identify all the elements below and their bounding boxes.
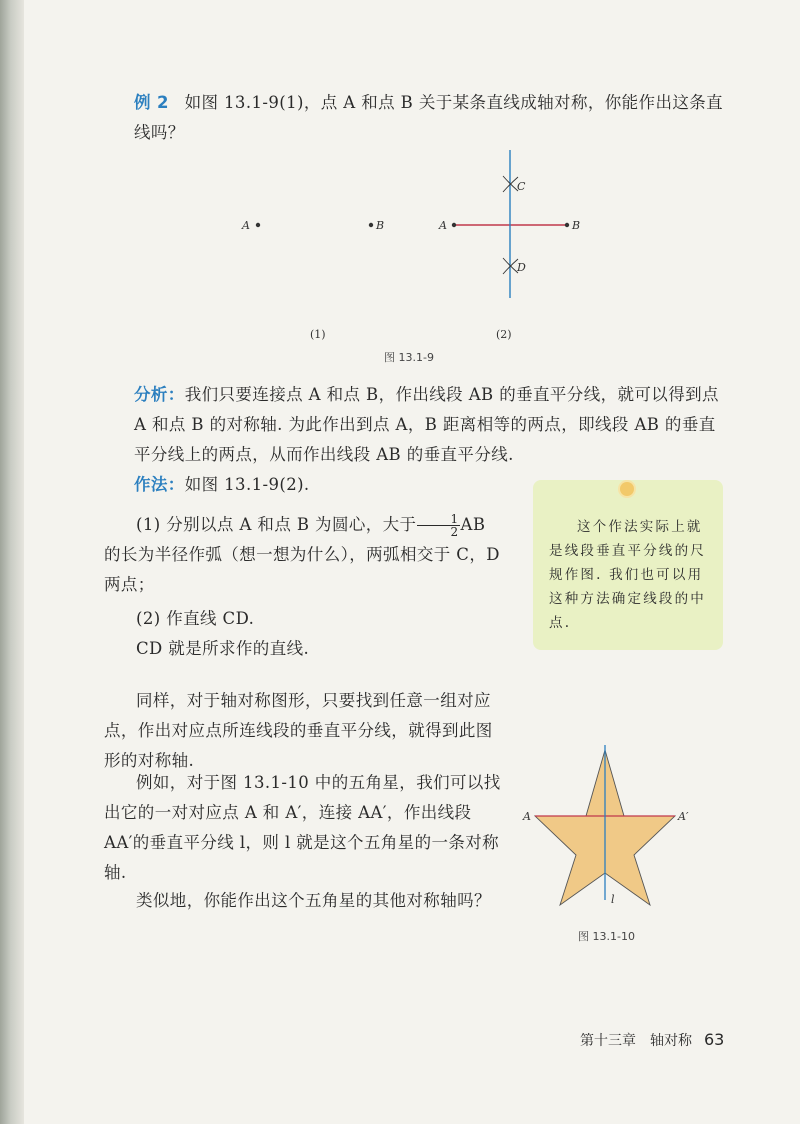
step1-pre: (1) 分别以点 A 和点 B 为圆心，大于 [136, 515, 417, 534]
fig2-label-a: A [439, 219, 447, 232]
analysis-text: 我们只要连接点 A 和点 B，作出线段 AB 的垂直平分线，就可以得到点 A 和点 B 的对称轴. 为此作出到点 A，B 距离相等的两点，即线段 AB 的垂直平分线上的两点，从而作出线段 AB 的垂直平分线. [134, 385, 719, 464]
fig2-point-a [452, 223, 456, 227]
fig1-point-a [256, 223, 260, 227]
step1-post: AB 的长为半径作弧（想一想为什么），两弧相交于 C，D 两点； [104, 515, 500, 594]
label-c: C [517, 180, 526, 193]
analysis-paragraph [134, 380, 724, 470]
side-note-text: 这个作法实际上就是线段垂直平分线的尺规作图. 我们也可以用这种方法确定线段的中点. [549, 519, 706, 631]
figure-13-1-9 [230, 148, 610, 368]
method-header [134, 470, 514, 500]
method-step-2: (2) 作直线 CD. [136, 609, 255, 628]
page-footer [580, 1030, 724, 1050]
fig1-point-b [369, 223, 373, 227]
paragraph-1: 同样，对于轴对称图形，只要找到任意一组对应点，作出对应点所连线段的垂直平分线，就得到此图形的对称轴. [104, 691, 493, 770]
subfigure-1-label: (1) [310, 328, 326, 341]
pin-icon [620, 482, 634, 496]
book-spine-shadow [0, 0, 24, 1124]
figure-9-caption: 图 13.1-9 [384, 351, 434, 364]
example-label: 例 2 [134, 93, 169, 112]
method-text: 如图 13.1-9(2). [184, 475, 310, 494]
method-result: CD 就是所求作的直线. [136, 639, 310, 658]
method-step-1 [104, 510, 502, 600]
figure-10-caption: 图 13.1-10 [578, 930, 635, 943]
star-label-a: A [523, 810, 531, 823]
method-label: 作法： [134, 475, 185, 494]
chapter-title: 第十三章 轴对称 [580, 1033, 692, 1049]
page-number: 63 [704, 1030, 725, 1049]
paragraph-3: 类似地，你能作出这个五角星的其他对称轴吗？ [136, 891, 491, 910]
label-d: D [517, 261, 526, 274]
fraction-half: $\frac{1}{2}$ [417, 513, 459, 538]
example-text: 如图 13.1-9(1)，点 A 和点 B 关于某条直线成轴对称，你能作出这条直线吗？ [134, 93, 724, 142]
star-label-a-prime: A′ [678, 810, 689, 823]
analysis-label: 分析： [134, 385, 185, 404]
subfigure-2-label: (2) [496, 328, 512, 341]
fig2-point-b [565, 223, 569, 227]
example-2 [134, 88, 724, 148]
fig1-label-b: B [376, 219, 385, 232]
fig1-label-a: A [242, 219, 250, 232]
figure-13-1-10 [520, 745, 700, 910]
star-label-l: l [611, 893, 615, 906]
fig2-label-b: B [572, 219, 581, 232]
paragraph-2: 例如，对于图 13.1-10 中的五角星，我们可以找出它的一对对应点 A 和 A′，连接 AA′，作出线段 AA′的垂直平分线 l，则 l 就是这个五角星的一条对称轴. [104, 773, 501, 882]
